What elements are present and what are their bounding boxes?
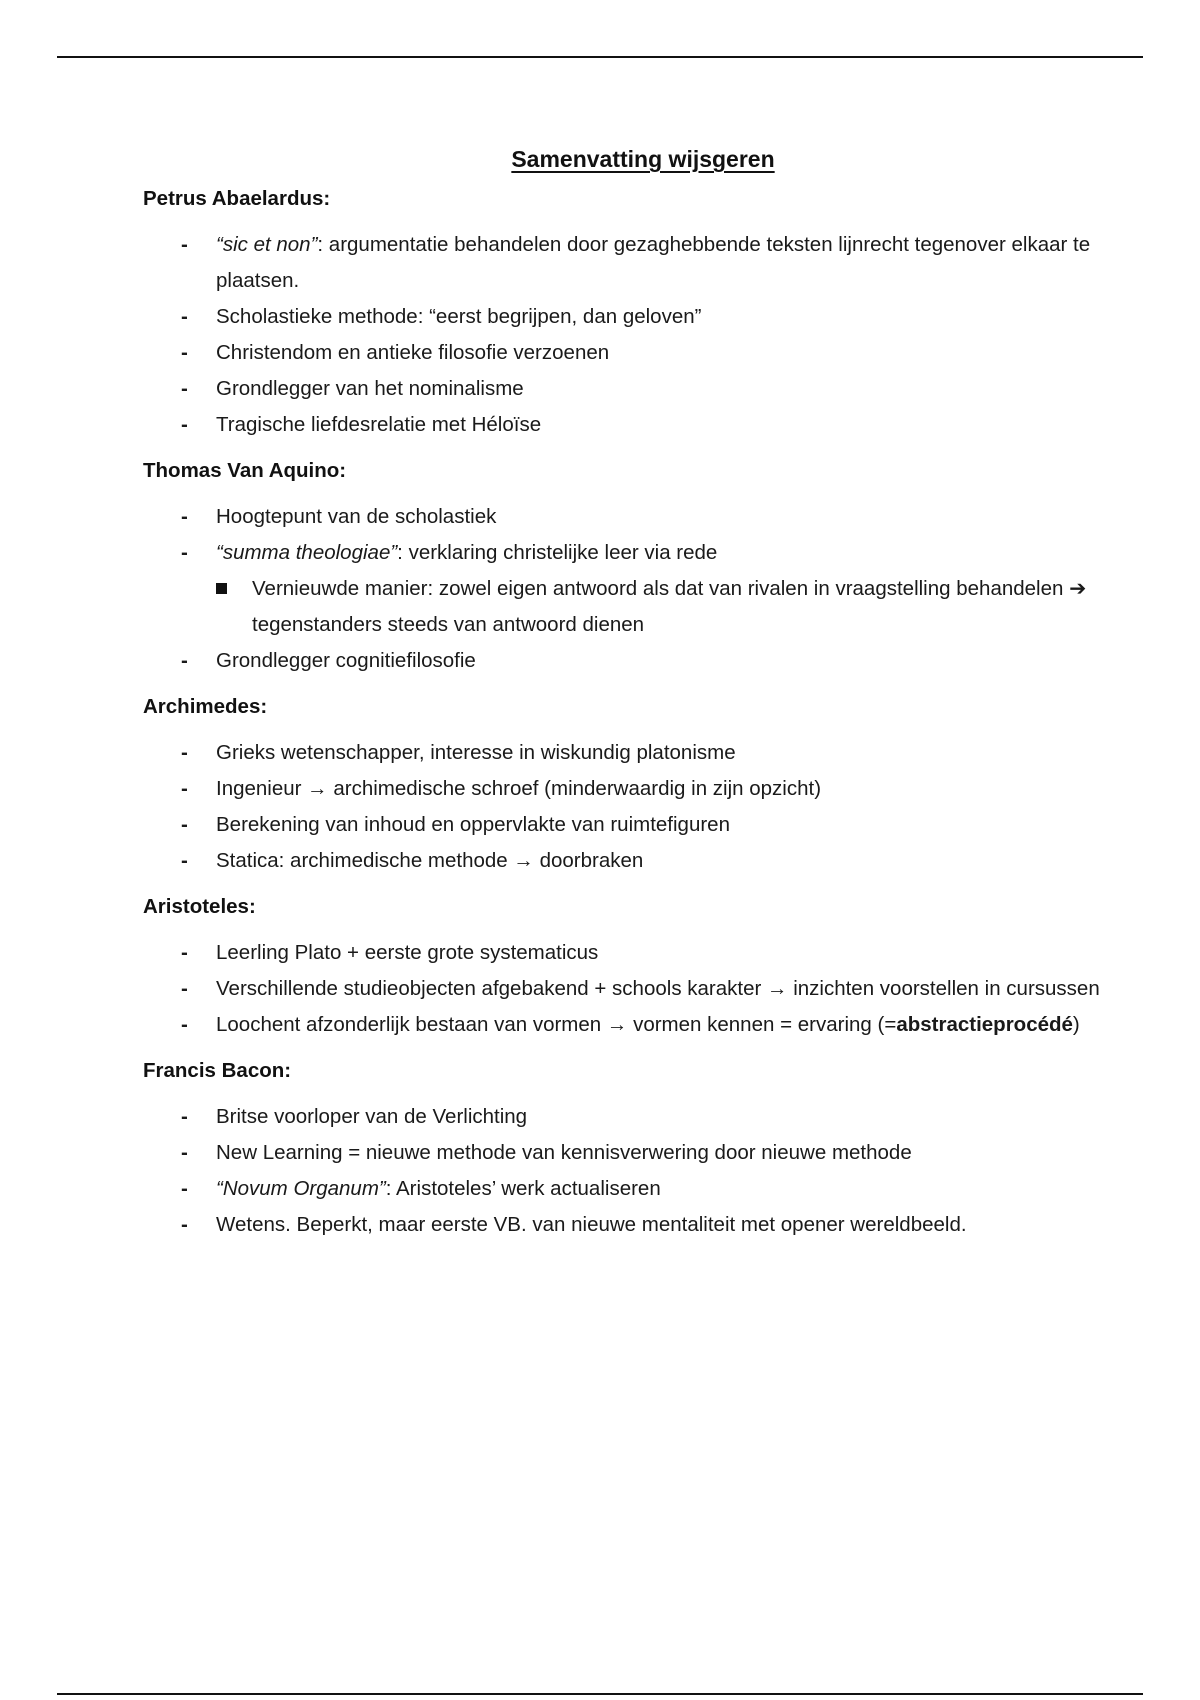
item-text: Scholastieke methode: “eerst begrijpen, dan geloven” <box>216 305 702 328</box>
dash-bullet-icon: - <box>181 233 188 256</box>
top-rule <box>57 56 1143 58</box>
item-text: Wetens. Beperkt, maar eerste VB. van nieuwe mentaliteit met opener wereldbeeld. <box>216 1213 967 1236</box>
bullet-list <box>143 227 1103 443</box>
section-heading: Archimedes: <box>143 695 268 718</box>
item-text: Statica: archimedische methode → doorbraken <box>216 849 644 872</box>
list-item <box>143 499 1103 535</box>
item-text: New Learning = nieuwe methode van kennisverwering door nieuwe methode <box>216 1141 912 1164</box>
bullet-list <box>143 499 1103 679</box>
dash-bullet-icon: - <box>181 413 188 436</box>
list-item <box>143 735 1103 771</box>
item-text: : Aristoteles’ werk actualiseren <box>385 1177 661 1200</box>
list-item <box>143 843 1103 879</box>
item-text: : verklaring christelijke leer via rede <box>397 541 718 564</box>
dash-bullet-icon: - <box>181 741 188 764</box>
item-text: Grondlegger van het nominalisme <box>216 377 524 400</box>
list-item <box>143 1207 1103 1243</box>
list-item <box>143 1135 1103 1171</box>
bold-term: abstractieprocédé <box>896 1013 1073 1036</box>
document-body <box>143 140 1103 1259</box>
italic-term: “sic et non” <box>216 233 318 256</box>
section-abaelardus <box>143 187 1103 443</box>
italic-term: “Novum Organum” <box>216 1177 386 1200</box>
list-item <box>143 371 1103 407</box>
dash-bullet-icon: - <box>181 977 188 1000</box>
item-text: : argumentatie behandelen door gezaghebbende teksten lijnrecht tegenover elkaar te plaatsen. <box>216 233 1091 292</box>
italic-term: “summa theologiae” <box>216 541 398 564</box>
section-archimedes <box>143 695 1103 879</box>
item-text: Ingenieur → archimedische schroef (minderwaardig in zijn opzicht) <box>216 777 822 800</box>
item-text: Berekening van inhoud en oppervlakte van ruimtefiguren <box>216 813 730 836</box>
list-item <box>143 335 1103 371</box>
dash-bullet-icon: - <box>181 777 188 800</box>
section-heading: Petrus Abaelardus: <box>143 187 331 210</box>
list-item <box>143 643 1103 679</box>
item-text: Hoogtepunt van de scholastiek <box>216 505 497 528</box>
dash-bullet-icon: - <box>181 1105 188 1128</box>
list-item <box>143 1099 1103 1135</box>
section-van-aquino <box>143 459 1103 679</box>
dash-bullet-icon: - <box>181 541 188 564</box>
dash-bullet-icon: - <box>181 813 188 836</box>
section-heading: Thomas Van Aquino: <box>143 459 347 482</box>
dash-bullet-icon: - <box>181 941 188 964</box>
dash-bullet-icon: - <box>181 341 188 364</box>
item-text: Verschillende studieobjecten afgebakend + schools karakter → inzichten voorstellen in cursussen <box>216 977 1100 1000</box>
list-item <box>143 535 1103 643</box>
item-text: Loochent afzonderlijk bestaan van vormen → vormen kennen = ervaring (= <box>216 1013 897 1036</box>
section-heading: Aristoteles: <box>143 895 256 918</box>
list-item <box>143 1007 1103 1043</box>
section-aristoteles <box>143 895 1103 1043</box>
dash-bullet-icon: - <box>181 1141 188 1164</box>
list-item <box>143 771 1103 807</box>
item-text: Grieks wetenschapper, interesse in wiskundig platonisme <box>216 741 736 764</box>
bullet-list <box>143 735 1103 879</box>
dash-bullet-icon: - <box>181 849 188 872</box>
list-item <box>143 971 1103 1007</box>
item-text: Leerling Plato + eerste grote systematicus <box>216 941 599 964</box>
dash-bullet-icon: - <box>181 305 188 328</box>
dash-bullet-icon: - <box>181 1177 188 1200</box>
dash-bullet-icon: - <box>181 377 188 400</box>
list-item <box>143 299 1103 335</box>
square-bullet-icon <box>216 583 227 594</box>
dash-bullet-icon: - <box>181 1013 188 1036</box>
item-text: Tragische liefdesrelatie met Héloïse <box>216 413 542 436</box>
bottom-rule <box>57 1693 1143 1695</box>
item-text-after: ) <box>1072 1013 1080 1036</box>
list-item <box>143 935 1103 971</box>
page-title: Samenvatting wijsgeren <box>511 146 775 172</box>
item-text: Grondlegger cognitiefilosofie <box>216 649 476 672</box>
list-item <box>143 807 1103 843</box>
bullet-list <box>143 935 1103 1043</box>
bullet-list <box>143 1099 1103 1243</box>
dash-bullet-icon: - <box>181 649 188 672</box>
list-item <box>143 1171 1103 1207</box>
section-bacon <box>143 1059 1103 1243</box>
section-heading: Francis Bacon: <box>143 1059 292 1082</box>
item-text: Vernieuwde manier: zowel eigen antwoord als dat van rivalen in vraagstelling behandelen ➔ tegenstanders steeds van antwoord dienen <box>252 577 1087 636</box>
dash-bullet-icon: - <box>181 1213 188 1236</box>
sub-list-item <box>216 571 1103 643</box>
item-text: Christendom en antieke filosofie verzoenen <box>216 341 610 364</box>
dash-bullet-icon: - <box>181 505 188 528</box>
list-item <box>143 227 1103 299</box>
item-text: Britse voorloper van de Verlichting <box>216 1105 528 1128</box>
sub-bullet-list <box>216 571 1103 643</box>
list-item <box>143 407 1103 443</box>
